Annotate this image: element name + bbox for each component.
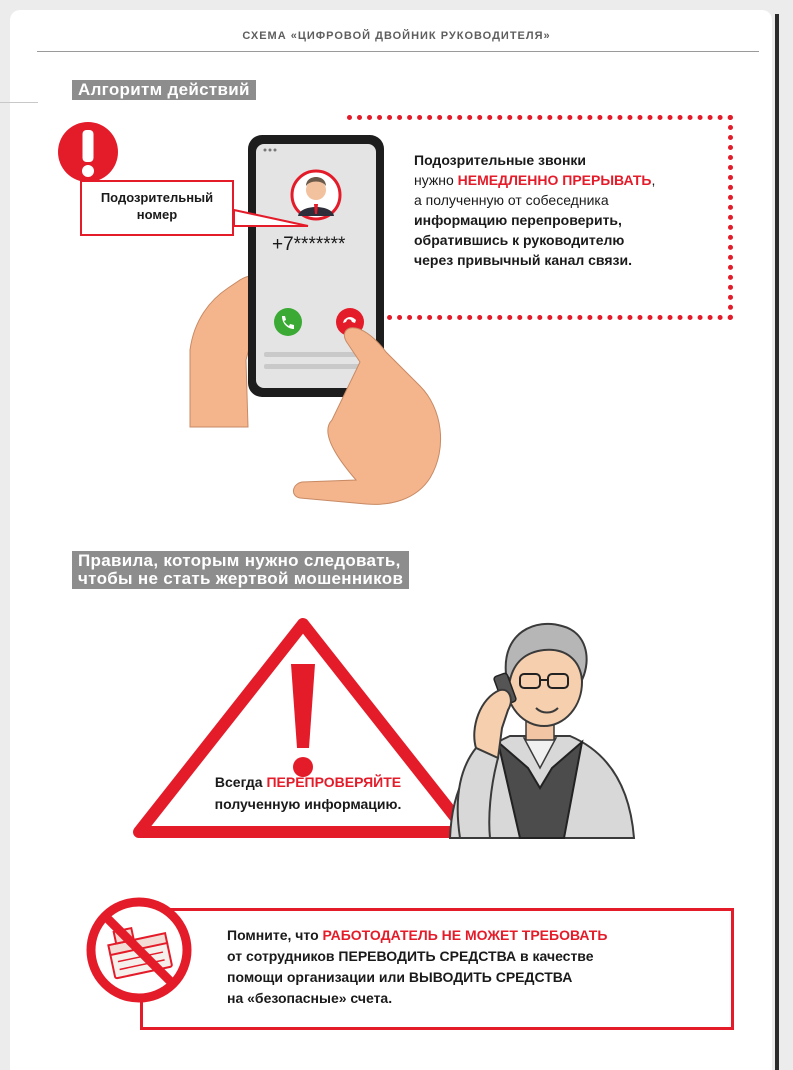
employer-warning-line-4: на «безопасные» счета. (227, 990, 393, 1006)
instruction-line-1: Подозрительные звонки (414, 152, 587, 168)
verify-information-caption (158, 771, 458, 815)
background-divider (0, 102, 38, 103)
verify-caption-line-1: Всегда ПЕРЕПРОВЕРЯЙТЕ (214, 774, 402, 790)
instruction-line-2: нужно НЕМЕДЛЕННО ПРЕРЫВАТЬ, (414, 172, 656, 188)
warning-exclamation-icon (56, 120, 120, 184)
suspicious-number-callout: Подозрительный номер (80, 180, 234, 236)
answer-call-button[interactable] (274, 308, 302, 336)
header-divider (37, 51, 759, 52)
caller-number: +7******* (272, 234, 346, 255)
document-header: СХЕМА «ЦИФРОВОЙ ДВОЙНИК РУКОВОДИТЕЛЯ» (242, 30, 551, 42)
no-money-transfer-icon (84, 895, 194, 1005)
instruction-line-6: через привычный канал связи. (414, 252, 632, 268)
instruction-line-5: обратившись к руководителю (414, 232, 625, 248)
instruction-line-3: а полученную от собеседника (414, 192, 609, 208)
page-edge-divider (775, 14, 779, 1070)
employer-warning-text (227, 925, 727, 1009)
employer-warning-line-2: от сотрудников ПЕРЕВОДИТЬ СРЕДСТВА в качестве (227, 948, 594, 964)
section-label-algorithm: Алгоритм действий (72, 80, 256, 100)
verify-caption-line-2: полученную информацию. (214, 796, 402, 812)
instruction-line-4: информацию перепроверить, (414, 212, 622, 228)
employer-warning-line-3: помощи организации или ВЫВОДИТЬ СРЕДСТВА (227, 969, 573, 985)
employer-warning-line-1: Помните, что РАБОТОДАТЕЛЬ НЕ МОЖЕТ ТРЕБОВАТЬ (227, 927, 608, 943)
section-label-rules: Правила, которым нужно следовать, чтобы не стать жертвой мошенников (72, 551, 409, 589)
man-on-phone-illustration (440, 618, 640, 838)
suspicious-calls-instruction (414, 150, 729, 270)
